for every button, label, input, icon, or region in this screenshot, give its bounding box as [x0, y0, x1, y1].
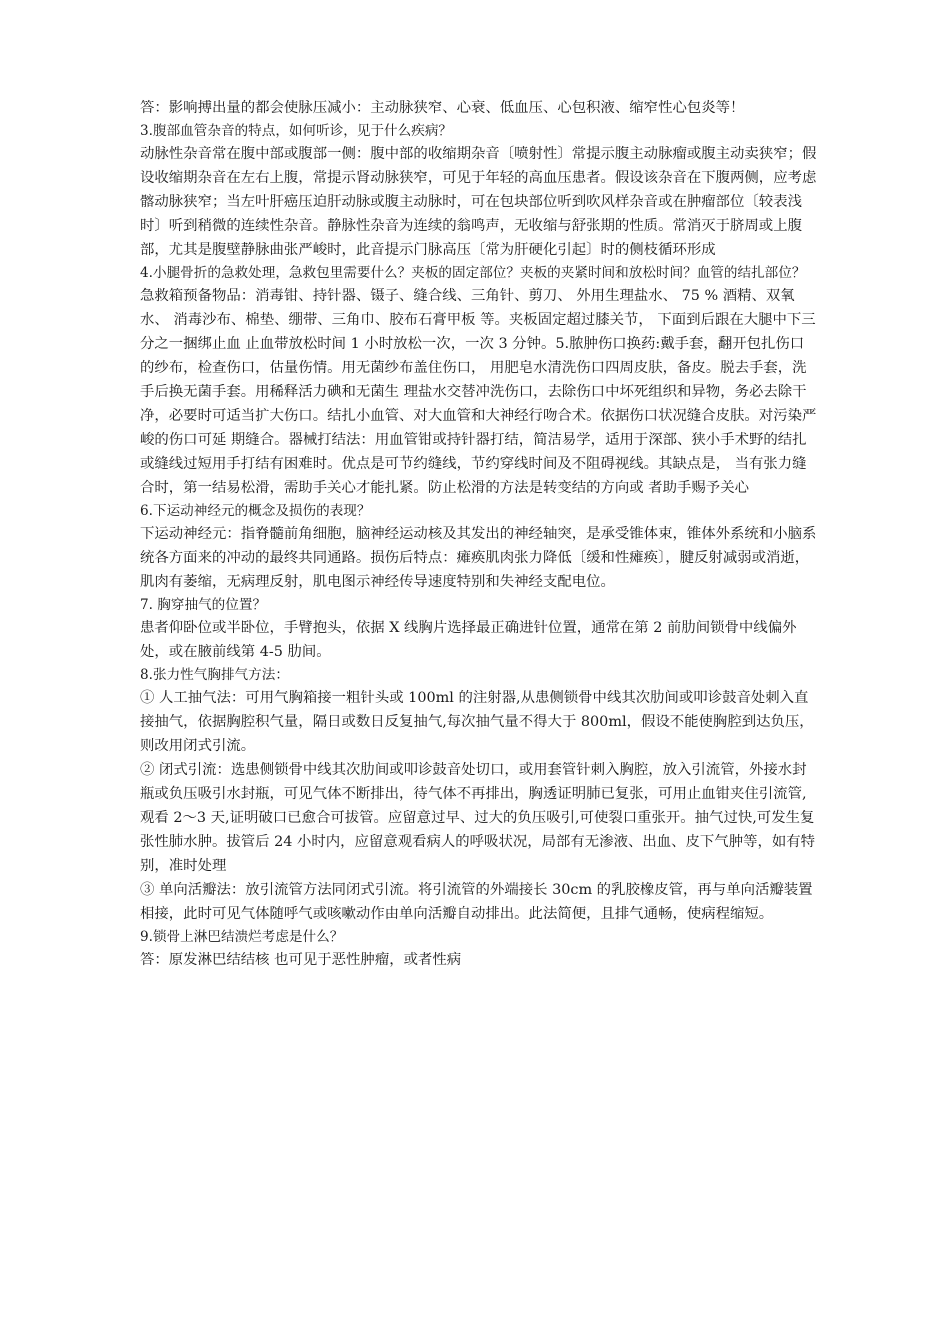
- answer-paragraph: ① 人工抽气法：可用气胸箱接一粗针头或 100ml 的注射器,从患侧锁骨中线其次肋间或叩诊鼓音处刺入直接抽气，依据胸腔积气量，隔日或数日反复抽气,每次抽气量不得大于 800ml，假设不能使胸腔到达负压，则改用闭式引流。: [140, 690, 814, 754]
- answer-paragraph: 答：原发淋巴结结核 也可见于恶性肿瘤，或者性病: [140, 952, 462, 968]
- answer-paragraph: 急救箱预备物品：消毒钳、持针器、镊子、缝合线、三角针、剪刀、 外用生理盐水、 75 % 酒精、双氧 水、 消毒沙布、棉垫、绷带、三角巾、胶布石膏甲板 等。夹板固定超过膝关节， 下面到后跟在大腿中下三分之一捆绑止血 止血带放松时间 1 小时放松一次，一次 3 分钟。5.脓肿伤口换药:戴手套，翻开包扎伤口的纱布，检查伤口，估量伤情。用无菌纱布盖住伤口， 用肥皂水清洗伤口四周皮肤，备皮。脱去手套，洗手后换无菌手套。用稀释活力碘和无菌生 理盐水交替冲洗伤口，去除伤口中坏死组织和异物，务必去除干净，必要时可适当扩大伤口。结扎小血管、对大血管和大神经行吻合术。依据伤口状况缝合皮肤。对污染严峻的伤口可延 期缝合。器械打结法：用血管钳或持针器打结，简洁易学，适用于深部、狭小手术野的结扎 或缝线过短用手打结有困难时。优点是可节约缝线，节约穿线时间及不阻碍视线。其缺点是， 当有张力缝合时，第一结易松滑，需助手关心才能扎紧。防止松滑的方法是转变结的方向或 者助手赐予关心: [140, 288, 817, 496]
- question-heading: 8.张力性气胸排气方法：: [140, 667, 289, 683]
- document-page: [140, 96, 818, 972]
- question-heading: 4.小腿骨折的急救处理，急救包里需要什么？夹板的固定部位？夹板的夹紧时间和放松时间？血管的结扎部位？: [140, 265, 806, 281]
- question-heading: 7. 胸穿抽气的位置？: [140, 597, 267, 613]
- question-heading: 3.腹部血管杂音的特点，如何听诊，见于什么疾病？: [140, 123, 453, 139]
- answer-paragraph: 患者仰卧位或半卧位，手臂抱头，依据 X 线胸片选择最正确进针位置，通常在第 2 前肋间锁骨中线偏外处，或在腋前线第 4-5 肋间。: [140, 620, 797, 660]
- question-heading: 6.下运动神经元的概念及损伤的表现？: [140, 503, 371, 519]
- question-heading: 9.锁骨上淋巴结溃烂考虑是什么？: [140, 929, 344, 945]
- answer-paragraph: ③ 单向活瓣法：放引流管方法同闭式引流。将引流管的外端接长 30cm 的乳胶橡皮管，再与单向活瓣装置相接，此时可见气体随呼气或咳嗽动作由单向活瓣自动排出。此法简便，且排气通畅，使病程缩短。: [140, 882, 813, 922]
- answer-paragraph: 动脉性杂音常在腹中部或腹部一侧：腹中部的收缩期杂音〔喷射性〕常提示腹主动脉瘤或腹主动卖狭窄；假设收缩期杂音在左右上腹，常提示肾动脉狭窄，可见于年轻的高血压患者。假设该杂音在下腹两侧，应考虑髂动脉狭窄；当左叶肝癌压迫肝动脉或腹主动脉时，可在包块部位听到吹风样杂音或在肿瘤部位〔较表浅时〕听到稍微的连续性杂音。静脉性杂音为连续的翁鸣声，无收缩与舒张期的性质。常消灭于脐周或上腹部，尤其是腹壁静脉曲张严峻时，此音提示门脉高压〔常为肝硬化引起〕时的侧枝循环形成: [140, 146, 817, 258]
- answer-paragraph: 下运动神经元：指脊髓前角细胞，脑神经运动核及其发出的神经轴突，是承受锥体束，锥体外系统和小脑系统各方面来的冲动的最终共同通路。损伤后特点：瘫痪肌肉张力降低〔缓和性瘫痪〕，腱反射减弱或消逝，肌肉有萎缩，无病理反射，肌电图示神经传导速度特别和失神经支配电位。: [140, 526, 817, 590]
- answer-paragraph: 答：影响搏出量的都会使脉压减小：主动脉狭窄、心衰、低血压、心包积液、缩窄性心包炎等！: [140, 100, 745, 116]
- answer-paragraph: ② 闭式引流：选患侧锁骨中线其次肋间或叩诊鼓音处切口，或用套管针刺入胸腔，放入引流管，外接水封瓶或负压吸引水封瓶，可见气体不断排出，待气体不再排出，胸透证明肺已复张，可用止血钳夹住引流管,观看 2～3 天,证明破口已愈合可拔管。应留意过早、过大的负压吸引,可使裂口重张开。抽气过快,可发生复张性肺水肿。拔管后 24 小时内，应留意观看病人的呼吸状况，局部有无渗液、出血、皮下气肿等，如有特别，准时处理: [140, 762, 816, 874]
